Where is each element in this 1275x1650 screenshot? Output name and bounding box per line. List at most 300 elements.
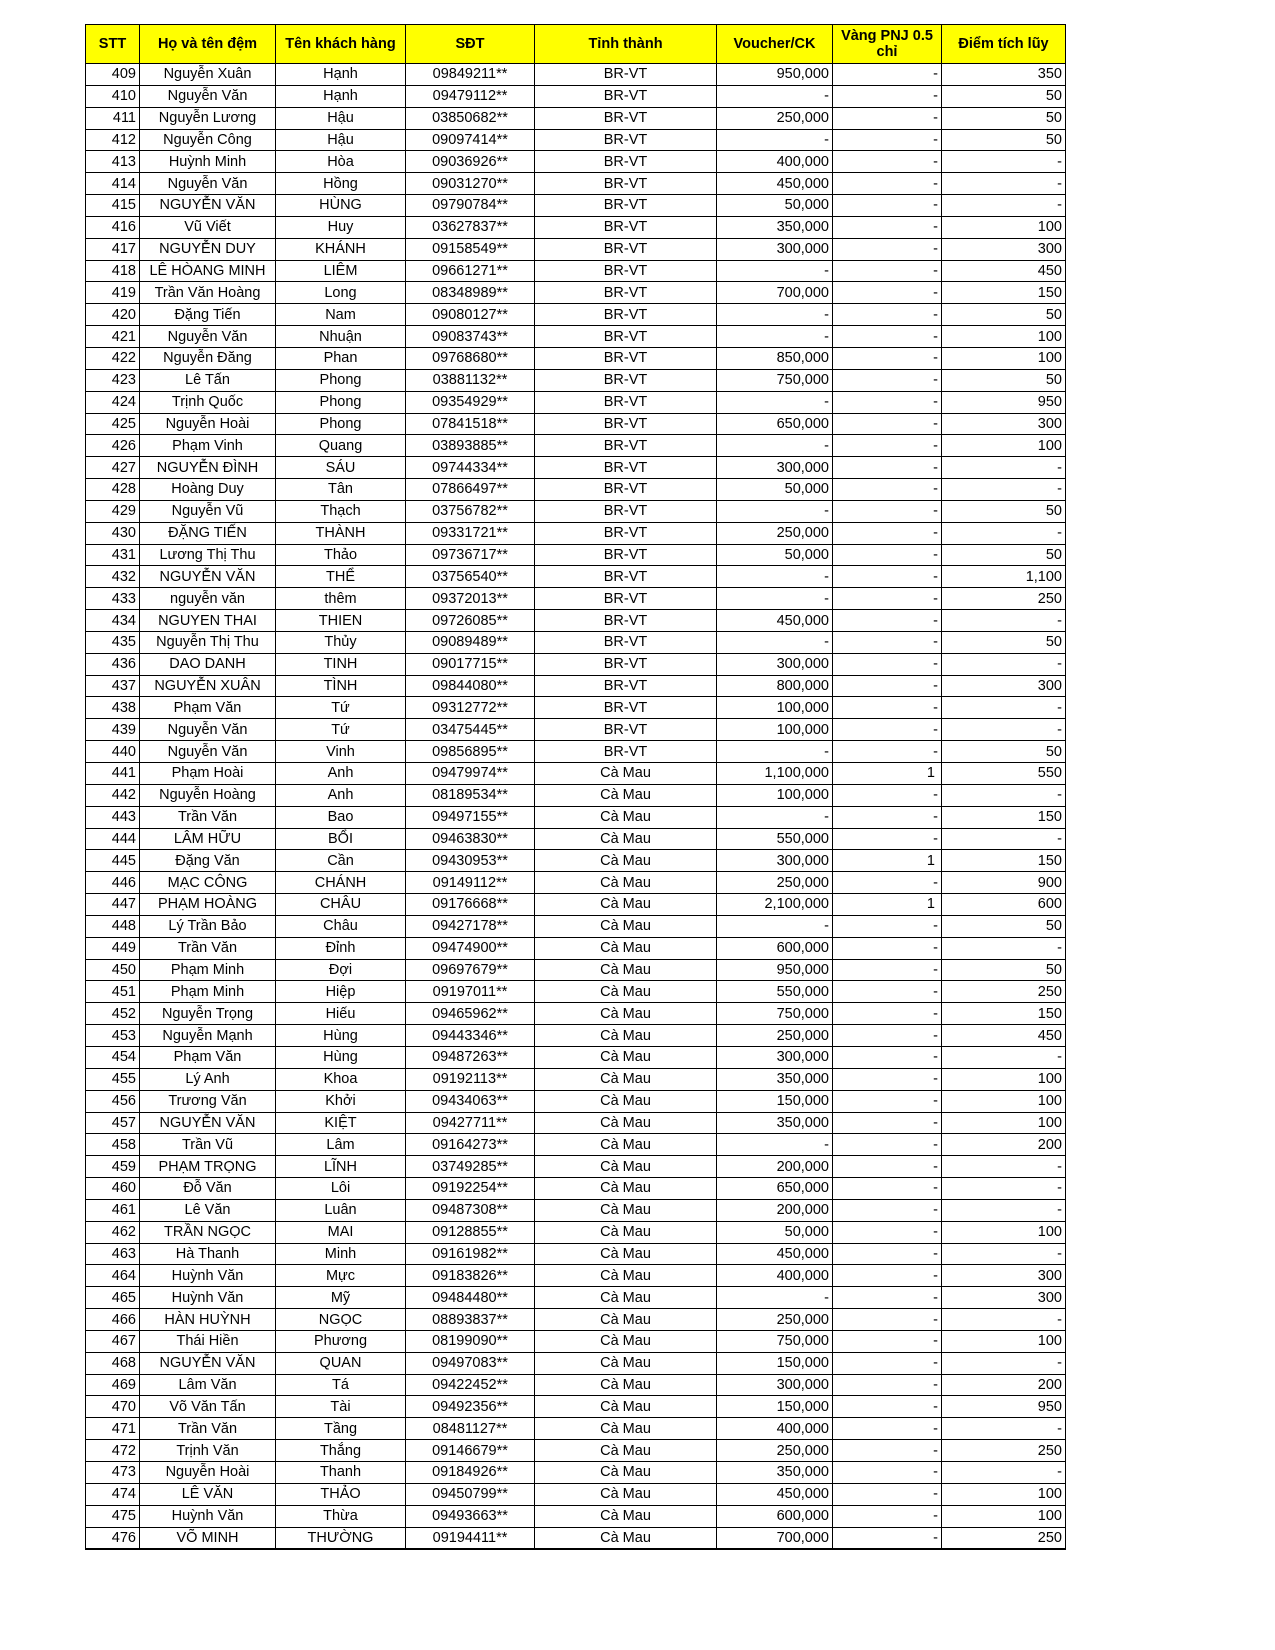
- cell-diem: 250: [942, 1440, 1066, 1462]
- cell-vang: -: [833, 588, 942, 610]
- cell-ho-dem: HÀN HUỲNH: [140, 1309, 276, 1331]
- cell-ho-dem: Trần Văn Hoàng: [140, 282, 276, 304]
- cell-diem: -: [942, 1418, 1066, 1440]
- cell-stt: 459: [86, 1156, 140, 1178]
- table-row: [86, 719, 1066, 741]
- cell-vang: -: [833, 260, 942, 282]
- table-row: [86, 1156, 1066, 1178]
- cell-tinh: Cà Mau: [535, 937, 717, 959]
- cell-sdt: 09484480**: [406, 1287, 535, 1309]
- table-row: [86, 1418, 1066, 1440]
- cell-tinh: Cà Mau: [535, 1199, 717, 1221]
- cell-ten: Thảo: [276, 544, 406, 566]
- cell-stt: 443: [86, 806, 140, 828]
- cell-sdt: 09726085**: [406, 610, 535, 632]
- cell-voucher: -: [717, 1134, 833, 1156]
- cell-tinh: Cà Mau: [535, 806, 717, 828]
- cell-stt: 475: [86, 1505, 140, 1527]
- cell-tinh: BR-VT: [535, 107, 717, 129]
- cell-voucher: 550,000: [717, 828, 833, 850]
- cell-diem: 600: [942, 894, 1066, 916]
- cell-tinh: Cà Mau: [535, 872, 717, 894]
- cell-voucher: 650,000: [717, 413, 833, 435]
- cell-ho-dem: Vũ Viết: [140, 216, 276, 238]
- cell-voucher: 950,000: [717, 959, 833, 981]
- cell-diem: 100: [942, 1090, 1066, 1112]
- table-row: [86, 1352, 1066, 1374]
- cell-stt: 416: [86, 216, 140, 238]
- cell-ten: Tá: [276, 1374, 406, 1396]
- cell-stt: 461: [86, 1199, 140, 1221]
- cell-ho-dem: Phạm Minh: [140, 981, 276, 1003]
- table-row: [86, 697, 1066, 719]
- cell-voucher: -: [717, 1287, 833, 1309]
- cell-vang: -: [833, 1462, 942, 1484]
- cell-stt: 445: [86, 850, 140, 872]
- cell-stt: 468: [86, 1352, 140, 1374]
- header-diem: Điểm tích lũy: [942, 25, 1066, 64]
- cell-diem: -: [942, 697, 1066, 719]
- cell-stt: 433: [86, 588, 140, 610]
- cell-stt: 429: [86, 500, 140, 522]
- cell-sdt: 09089489**: [406, 631, 535, 653]
- cell-tinh: BR-VT: [535, 326, 717, 348]
- cell-ho-dem: Trần Văn: [140, 806, 276, 828]
- cell-sdt: 09158549**: [406, 238, 535, 260]
- cell-ten: Phong: [276, 391, 406, 413]
- header-ho-dem: Họ và tên đệm: [140, 25, 276, 64]
- cell-vang: -: [833, 544, 942, 566]
- table-row: [86, 1396, 1066, 1418]
- cell-ten: HÙNG: [276, 195, 406, 217]
- cell-ten: Châu: [276, 915, 406, 937]
- cell-diem: -: [942, 479, 1066, 501]
- cell-stt: 447: [86, 894, 140, 916]
- cell-ho-dem: Võ Văn Tấn: [140, 1396, 276, 1418]
- table-row: [86, 85, 1066, 107]
- cell-diem: -: [942, 610, 1066, 632]
- table-row: [86, 784, 1066, 806]
- cell-tinh: Cà Mau: [535, 1134, 717, 1156]
- cell-ten: Hậu: [276, 129, 406, 151]
- cell-sdt: 09450799**: [406, 1483, 535, 1505]
- cell-sdt: 09849211**: [406, 64, 535, 86]
- cell-sdt: 09197011**: [406, 981, 535, 1003]
- cell-tinh: Cà Mau: [535, 1527, 717, 1549]
- cell-stt: 441: [86, 763, 140, 785]
- cell-ho-dem: Đỗ Văn: [140, 1178, 276, 1200]
- cell-diem: -: [942, 937, 1066, 959]
- cell-sdt: 09430953**: [406, 850, 535, 872]
- cell-ho-dem: LÊ VĂN: [140, 1483, 276, 1505]
- cell-tinh: Cà Mau: [535, 981, 717, 1003]
- cell-tinh: Cà Mau: [535, 959, 717, 981]
- customer-table: [85, 24, 1066, 1550]
- table-row: [86, 850, 1066, 872]
- cell-tinh: Cà Mau: [535, 1156, 717, 1178]
- table-row: [86, 653, 1066, 675]
- cell-stt: 428: [86, 479, 140, 501]
- cell-stt: 470: [86, 1396, 140, 1418]
- cell-tinh: Cà Mau: [535, 1068, 717, 1090]
- cell-ten: Phong: [276, 413, 406, 435]
- cell-diem: 450: [942, 260, 1066, 282]
- table-row: [86, 566, 1066, 588]
- cell-diem: -: [942, 195, 1066, 217]
- cell-stt: 442: [86, 784, 140, 806]
- cell-ten: THIEN: [276, 610, 406, 632]
- cell-voucher: 300,000: [717, 238, 833, 260]
- cell-diem: 950: [942, 1396, 1066, 1418]
- cell-ho-dem: Nguyễn Văn: [140, 719, 276, 741]
- cell-vang: -: [833, 719, 942, 741]
- cell-vang: -: [833, 304, 942, 326]
- cell-ho-dem: TRẦN NGỌC: [140, 1221, 276, 1243]
- cell-voucher: -: [717, 500, 833, 522]
- cell-voucher: 350,000: [717, 1068, 833, 1090]
- cell-sdt: 03749285**: [406, 1156, 535, 1178]
- cell-voucher: -: [717, 588, 833, 610]
- cell-stt: 425: [86, 413, 140, 435]
- cell-sdt: 03756782**: [406, 500, 535, 522]
- cell-ten: CHÁNH: [276, 872, 406, 894]
- cell-ho-dem: Hà Thanh: [140, 1243, 276, 1265]
- table-row: [86, 894, 1066, 916]
- cell-diem: -: [942, 522, 1066, 544]
- cell-vang: -: [833, 1090, 942, 1112]
- cell-vang: -: [833, 1199, 942, 1221]
- cell-ten: TÌNH: [276, 675, 406, 697]
- cell-stt: 446: [86, 872, 140, 894]
- cell-vang: -: [833, 347, 942, 369]
- cell-sdt: 09083743**: [406, 326, 535, 348]
- cell-tinh: BR-VT: [535, 129, 717, 151]
- cell-diem: 50: [942, 741, 1066, 763]
- cell-diem: 100: [942, 216, 1066, 238]
- cell-tinh: BR-VT: [535, 631, 717, 653]
- cell-tinh: BR-VT: [535, 195, 717, 217]
- cell-sdt: 09192254**: [406, 1178, 535, 1200]
- cell-stt: 424: [86, 391, 140, 413]
- cell-voucher: 850,000: [717, 347, 833, 369]
- cell-sdt: 09427711**: [406, 1112, 535, 1134]
- cell-ten: BỔI: [276, 828, 406, 850]
- cell-stt: 432: [86, 566, 140, 588]
- cell-ten: Huy: [276, 216, 406, 238]
- cell-voucher: 600,000: [717, 937, 833, 959]
- cell-sdt: 09434063**: [406, 1090, 535, 1112]
- cell-voucher: -: [717, 435, 833, 457]
- cell-voucher: -: [717, 391, 833, 413]
- cell-ho-dem: Nguyễn Văn: [140, 741, 276, 763]
- cell-sdt: 09097414**: [406, 129, 535, 151]
- cell-ho-dem: MẠC CÔNG: [140, 872, 276, 894]
- cell-stt: 460: [86, 1178, 140, 1200]
- cell-vang: -: [833, 741, 942, 763]
- table-row: [86, 1046, 1066, 1068]
- cell-vang: -: [833, 828, 942, 850]
- cell-voucher: 250,000: [717, 107, 833, 129]
- cell-ho-dem: NGUYỄN VĂN: [140, 566, 276, 588]
- cell-vang: -: [833, 85, 942, 107]
- cell-ten: THƯỜNG: [276, 1527, 406, 1549]
- cell-vang: -: [833, 631, 942, 653]
- cell-vang: -: [833, 697, 942, 719]
- cell-diem: 300: [942, 1287, 1066, 1309]
- cell-ten: SÁU: [276, 457, 406, 479]
- cell-diem: -: [942, 1178, 1066, 1200]
- cell-voucher: 700,000: [717, 282, 833, 304]
- cell-voucher: -: [717, 85, 833, 107]
- cell-voucher: 750,000: [717, 1003, 833, 1025]
- cell-tinh: BR-VT: [535, 216, 717, 238]
- cell-voucher: 50,000: [717, 544, 833, 566]
- cell-ten: Hậu: [276, 107, 406, 129]
- cell-vang: -: [833, 1156, 942, 1178]
- cell-stt: 436: [86, 653, 140, 675]
- cell-diem: 950: [942, 391, 1066, 413]
- table-row: [86, 937, 1066, 959]
- cell-voucher: 50,000: [717, 479, 833, 501]
- cell-voucher: 400,000: [717, 1265, 833, 1287]
- cell-sdt: 09768680**: [406, 347, 535, 369]
- table-row: [86, 1374, 1066, 1396]
- cell-diem: 150: [942, 806, 1066, 828]
- table-row: [86, 369, 1066, 391]
- cell-vang: -: [833, 391, 942, 413]
- cell-tinh: BR-VT: [535, 260, 717, 282]
- cell-tinh: BR-VT: [535, 282, 717, 304]
- cell-voucher: 150,000: [717, 1396, 833, 1418]
- cell-ho-dem: NGUYỄN VĂN: [140, 195, 276, 217]
- cell-tinh: Cà Mau: [535, 1265, 717, 1287]
- cell-ten: Anh: [276, 784, 406, 806]
- cell-diem: -: [942, 828, 1066, 850]
- cell-ho-dem: Lương Thị Thu: [140, 544, 276, 566]
- cell-ho-dem: Huỳnh Minh: [140, 151, 276, 173]
- cell-voucher: 2,100,000: [717, 894, 833, 916]
- cell-tinh: Cà Mau: [535, 1418, 717, 1440]
- cell-ten: QUAN: [276, 1352, 406, 1374]
- cell-vang: -: [833, 1287, 942, 1309]
- table-row: [86, 479, 1066, 501]
- cell-tinh: Cà Mau: [535, 915, 717, 937]
- cell-diem: 50: [942, 129, 1066, 151]
- cell-sdt: 09497083**: [406, 1352, 535, 1374]
- cell-sdt: 09372013**: [406, 588, 535, 610]
- cell-voucher: -: [717, 304, 833, 326]
- cell-ho-dem: Đặng Tiến: [140, 304, 276, 326]
- cell-ho-dem: Huỳnh Văn: [140, 1287, 276, 1309]
- cell-voucher: 350,000: [717, 1112, 833, 1134]
- cell-ten: Hồng: [276, 173, 406, 195]
- cell-sdt: 03475445**: [406, 719, 535, 741]
- table-row: [86, 1003, 1066, 1025]
- cell-diem: 300: [942, 1265, 1066, 1287]
- table-row: [86, 872, 1066, 894]
- table-row: [86, 959, 1066, 981]
- cell-ho-dem: ĐẶNG TIẾN: [140, 522, 276, 544]
- cell-tinh: Cà Mau: [535, 1309, 717, 1331]
- header-stt: STT: [86, 25, 140, 64]
- cell-diem: 200: [942, 1374, 1066, 1396]
- cell-stt: 462: [86, 1221, 140, 1243]
- cell-sdt: 09479112**: [406, 85, 535, 107]
- cell-sdt: 09492356**: [406, 1396, 535, 1418]
- table-row: [86, 588, 1066, 610]
- cell-ten: Minh: [276, 1243, 406, 1265]
- cell-diem: 300: [942, 675, 1066, 697]
- header-sdt: SĐT: [406, 25, 535, 64]
- cell-tinh: Cà Mau: [535, 1440, 717, 1462]
- cell-ten: Mỹ: [276, 1287, 406, 1309]
- cell-ho-dem: Huỳnh Văn: [140, 1505, 276, 1527]
- cell-vang: -: [833, 1505, 942, 1527]
- cell-voucher: 450,000: [717, 1243, 833, 1265]
- cell-ho-dem: Nguyễn Văn: [140, 173, 276, 195]
- cell-ho-dem: Trịnh Văn: [140, 1440, 276, 1462]
- cell-ten: Tứ: [276, 697, 406, 719]
- cell-sdt: 03893885**: [406, 435, 535, 457]
- cell-ho-dem: Nguyễn Vũ: [140, 500, 276, 522]
- cell-ten: Bao: [276, 806, 406, 828]
- cell-vang: -: [833, 1352, 942, 1374]
- table-row: [86, 1112, 1066, 1134]
- cell-diem: 550: [942, 763, 1066, 785]
- cell-ten: Đỉnh: [276, 937, 406, 959]
- cell-diem: 350: [942, 64, 1066, 86]
- cell-diem: -: [942, 1309, 1066, 1331]
- cell-vang: -: [833, 522, 942, 544]
- cell-diem: -: [942, 719, 1066, 741]
- cell-sdt: 08481127**: [406, 1418, 535, 1440]
- cell-voucher: 200,000: [717, 1199, 833, 1221]
- cell-ho-dem: Nguyễn Hoàng: [140, 784, 276, 806]
- cell-voucher: -: [717, 129, 833, 151]
- cell-stt: 444: [86, 828, 140, 850]
- cell-vang: -: [833, 435, 942, 457]
- cell-stt: 437: [86, 675, 140, 697]
- table-row: [86, 741, 1066, 763]
- cell-stt: 420: [86, 304, 140, 326]
- cell-tinh: BR-VT: [535, 719, 717, 741]
- cell-stt: 438: [86, 697, 140, 719]
- cell-vang: -: [833, 1068, 942, 1090]
- cell-ten: Phan: [276, 347, 406, 369]
- cell-ten: MAI: [276, 1221, 406, 1243]
- cell-tinh: BR-VT: [535, 391, 717, 413]
- cell-ho-dem: NGUYỄN VĂN: [140, 1112, 276, 1134]
- cell-vang: -: [833, 1309, 942, 1331]
- cell-voucher: -: [717, 806, 833, 828]
- cell-tinh: Cà Mau: [535, 1483, 717, 1505]
- cell-voucher: 650,000: [717, 1178, 833, 1200]
- cell-stt: 435: [86, 631, 140, 653]
- cell-ho-dem: DAO DANH: [140, 653, 276, 675]
- cell-voucher: 400,000: [717, 1418, 833, 1440]
- cell-tinh: Cà Mau: [535, 1462, 717, 1484]
- cell-sdt: 09031270**: [406, 173, 535, 195]
- cell-stt: 450: [86, 959, 140, 981]
- cell-stt: 417: [86, 238, 140, 260]
- table-row: [86, 64, 1066, 86]
- cell-ho-dem: Phạm Vinh: [140, 435, 276, 457]
- cell-ho-dem: Phạm Minh: [140, 959, 276, 981]
- cell-voucher: 750,000: [717, 369, 833, 391]
- cell-stt: 410: [86, 85, 140, 107]
- cell-diem: 100: [942, 1330, 1066, 1352]
- cell-sdt: 09036926**: [406, 151, 535, 173]
- cell-sdt: 03850682**: [406, 107, 535, 129]
- cell-sdt: 09487308**: [406, 1199, 535, 1221]
- cell-vang: -: [833, 326, 942, 348]
- cell-sdt: 09487263**: [406, 1046, 535, 1068]
- cell-ten: THỂ: [276, 566, 406, 588]
- cell-vang: -: [833, 151, 942, 173]
- cell-stt: 469: [86, 1374, 140, 1396]
- cell-diem: -: [942, 1156, 1066, 1178]
- table-row: [86, 1199, 1066, 1221]
- cell-voucher: 100,000: [717, 784, 833, 806]
- cell-diem: 900: [942, 872, 1066, 894]
- cell-ho-dem: LÊ HÒANG MINH: [140, 260, 276, 282]
- cell-ten: NGỌC: [276, 1309, 406, 1331]
- cell-diem: 50: [942, 915, 1066, 937]
- cell-vang: -: [833, 1418, 942, 1440]
- cell-sdt: 09422452**: [406, 1374, 535, 1396]
- cell-sdt: 09312772**: [406, 697, 535, 719]
- cell-stt: 415: [86, 195, 140, 217]
- cell-diem: -: [942, 1462, 1066, 1484]
- cell-sdt: 09149112**: [406, 872, 535, 894]
- cell-sdt: 09443346**: [406, 1025, 535, 1047]
- cell-ho-dem: Nguyễn Đăng: [140, 347, 276, 369]
- cell-ho-dem: Nguyễn Thị Thu: [140, 631, 276, 653]
- cell-voucher: 450,000: [717, 610, 833, 632]
- cell-vang: -: [833, 64, 942, 86]
- cell-stt: 419: [86, 282, 140, 304]
- cell-ten: THẢO: [276, 1483, 406, 1505]
- cell-ho-dem: NGUYEN THAI: [140, 610, 276, 632]
- cell-tinh: BR-VT: [535, 413, 717, 435]
- cell-sdt: 03756540**: [406, 566, 535, 588]
- cell-voucher: -: [717, 326, 833, 348]
- cell-sdt: 09146679**: [406, 1440, 535, 1462]
- cell-vang: -: [833, 784, 942, 806]
- cell-ten: Anh: [276, 763, 406, 785]
- cell-stt: 431: [86, 544, 140, 566]
- cell-stt: 463: [86, 1243, 140, 1265]
- cell-ten: Phương: [276, 1330, 406, 1352]
- cell-diem: -: [942, 653, 1066, 675]
- table-row: [86, 1483, 1066, 1505]
- cell-stt: 458: [86, 1134, 140, 1156]
- cell-tinh: Cà Mau: [535, 1090, 717, 1112]
- cell-diem: 300: [942, 413, 1066, 435]
- header-row: [86, 25, 1066, 64]
- cell-tinh: Cà Mau: [535, 1505, 717, 1527]
- cell-voucher: 450,000: [717, 173, 833, 195]
- cell-diem: -: [942, 1352, 1066, 1374]
- cell-vang: -: [833, 500, 942, 522]
- cell-ten: Thủy: [276, 631, 406, 653]
- cell-stt: 456: [86, 1090, 140, 1112]
- cell-vang: -: [833, 195, 942, 217]
- cell-voucher: 100,000: [717, 719, 833, 741]
- cell-diem: 50: [942, 85, 1066, 107]
- cell-vang: -: [833, 216, 942, 238]
- cell-tinh: BR-VT: [535, 610, 717, 632]
